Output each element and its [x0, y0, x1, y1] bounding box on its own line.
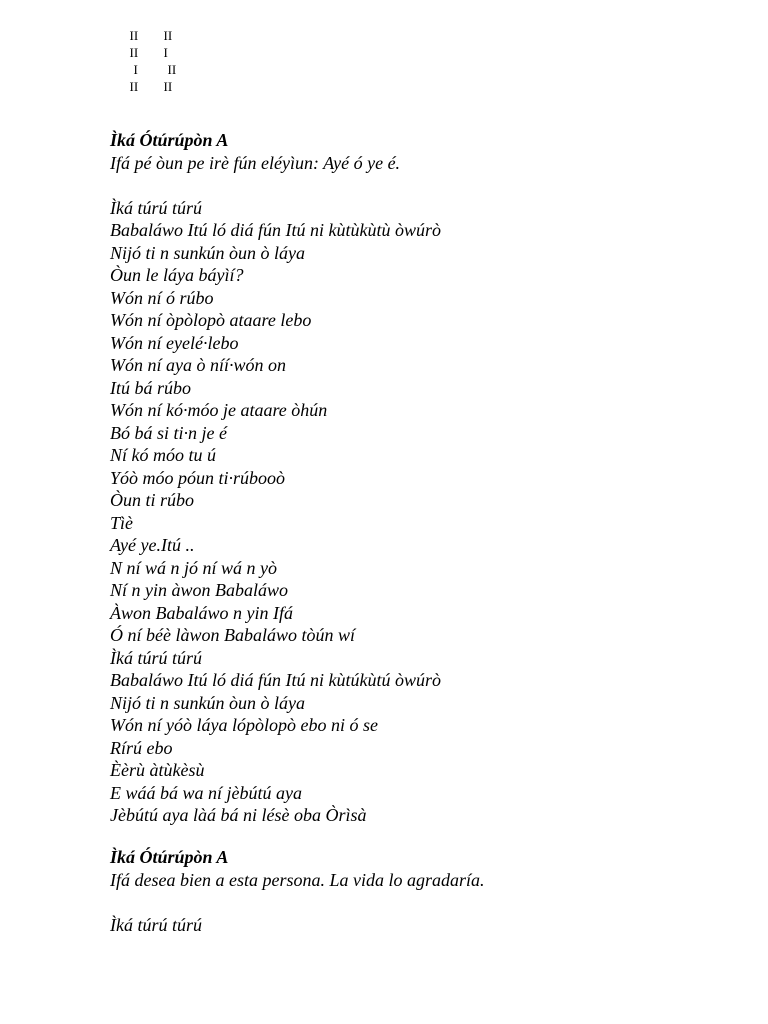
verse [110, 197, 441, 827]
verse-line: Wón ní aya ò níí·wón on [110, 355, 286, 375]
odu-mark-right: II [163, 28, 173, 43]
verse [110, 914, 484, 937]
odu-mark-right: II [167, 62, 177, 77]
verse-line: Nijó ti n sunkún òun ò láya [110, 242, 305, 263]
spanish-section [110, 846, 484, 936]
odu-mark-left: II [129, 28, 139, 43]
verse-line: Bó bá si ti·n je é [110, 422, 227, 443]
yoruba-section [110, 129, 441, 827]
verse-line: Itú bá rúbo [110, 377, 191, 398]
blank-line [110, 891, 484, 914]
section-title: Ìká Ótúrúpòn A [110, 847, 229, 867]
verse-line: Àwon Babaláwo n yin Ifá [110, 602, 293, 623]
verse-line: Wón ní kó·móo je ataare òhún [110, 400, 328, 420]
verse-line: E wáá bá wa ní jèbútú aya [110, 782, 302, 803]
verse-line: Yóò móo póun ti·rúbooò [110, 467, 286, 488]
odu-marks [110, 10, 177, 94]
verse-line: Ìká túrú túrú [110, 914, 202, 935]
verse-line: Ní n yin àwon Babaláwo [110, 580, 289, 600]
verse-line: Babaláwo Itú ló diá fún Itú ni kùtùkùtù òwúrò [110, 220, 441, 240]
verse-line: Nijó ti n sunkún òun ò láya [110, 692, 305, 713]
verse-line: Babaláwo Itú ló diá fún Itú ni kùtúkùtú òwúrò [110, 670, 441, 690]
verse-line: Wón ní ó rúbo [110, 287, 214, 308]
verse-line: Èèrù àtùkèsù [110, 760, 205, 780]
odu-mark-left: II [129, 45, 139, 60]
verse-line: Òun le láya báyìí? [110, 265, 244, 285]
odu-mark-row [110, 10, 176, 43]
odu-mark-right: II [163, 79, 173, 94]
verse-line: Jèbútú aya làá bá ni lésè oba Òrìsà [110, 805, 367, 825]
verse-line: Òun ti rúbo [110, 490, 195, 510]
verse-line: Ìká túrú túrú [110, 197, 202, 218]
blank-line [110, 174, 441, 197]
section-intro: Ifá pé òun pe irè fún eléyìun: Ayé ó ye é. [110, 152, 401, 173]
verse-line: Rírú ebo [110, 737, 173, 758]
section-title: Ìká Ótúrúpòn A [110, 130, 229, 150]
verse-line: Wón ní òpòlopò ataare lebo [110, 310, 312, 330]
verse-line: Wón ní eyelé·lebo [110, 332, 239, 353]
verse-line: Ní kó móo tu ú [110, 445, 216, 465]
verse-line: Ó ní béè làwon Babaláwo tòún wí [110, 625, 355, 645]
verse-line: Ayé ye.Itú .. [110, 535, 195, 555]
odu-mark-left: I [133, 62, 138, 77]
verse-line: Tìè [110, 512, 134, 533]
section-intro: Ifá desea bien a esta persona. La vida lo agradaría. [110, 869, 485, 890]
odu-mark-left: II [129, 79, 139, 94]
verse-line: Wón ní yóò láya lópòlopò ebo ni ó se [110, 715, 378, 735]
verse-line: N ní wá n jó ní wá n yò [110, 557, 278, 578]
odu-mark-right: I [163, 45, 168, 60]
verse-line: Ìká túrú túrú [110, 647, 202, 668]
